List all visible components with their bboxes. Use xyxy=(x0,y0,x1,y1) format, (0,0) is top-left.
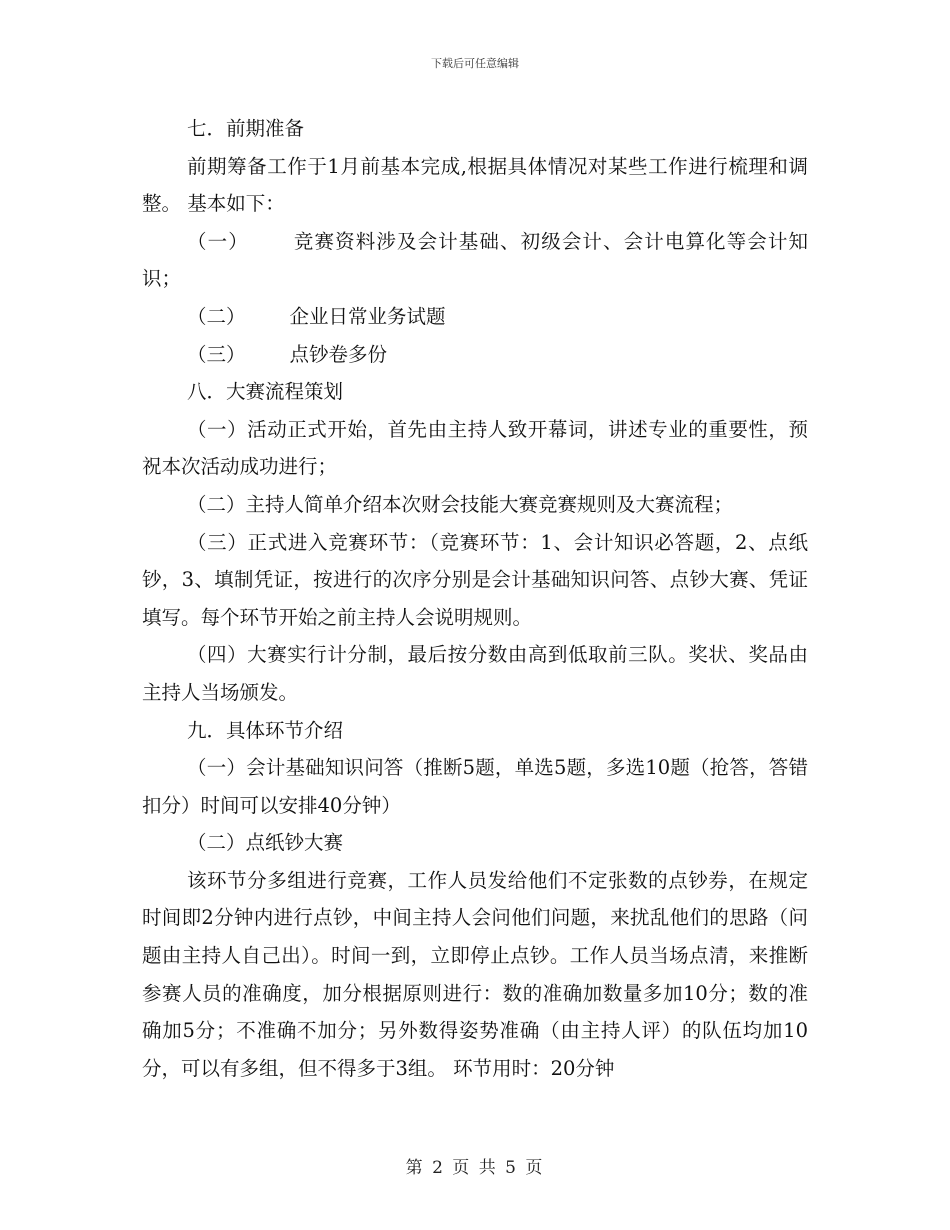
item-text: 竞赛资料涉及会计基础、初级会计、会计电算化等会计知识； xyxy=(142,229,808,291)
document-body xyxy=(142,110,808,1087)
page-footer: 第 2 页 共 5 页 xyxy=(405,1158,545,1178)
paragraph: 前期筹备工作于1月前基本完成,根据具体情况对某些工作进行梳理和调整。 基本如下： xyxy=(142,154,808,216)
list-item xyxy=(142,223,808,298)
item-text: 企业日常业务试题 xyxy=(289,304,446,328)
paragraph: （二）主持人简单介绍本次财会技能大赛竞赛规则及大赛流程； xyxy=(187,492,734,516)
item-text: 点钞卷多份 xyxy=(289,342,388,366)
list-item xyxy=(142,336,808,374)
paragraph: （三）正式进入竞赛环节：（竞赛环节：1、会计知识必答题，2、点纸钞，3、填制凭证，按进行的次序分别是会计基础知识问答、点钞大赛、凭证填写。每个环节开始之前主持人会说明规则。 xyxy=(142,530,808,629)
paragraph: 该环节分多组进行竞赛，工作人员发给他们不定张数的点钞券，在规定时间即2分钟内进行点钞，中间主持人会问他们问题，来扰乱他们的思路（问题由主持人自己出）。时间一到，立即停止点钞。工作人员当场点清，来推断参赛人员的准确度，加分根据原则进行：数的准确加数量多加10分；数的准确加5分；不准确不加分；另外数得姿势准确（由主持人评）的队伍均加10分，可以有多组，但不得多于3组。 环节用时：20分钟 xyxy=(142,868,808,1080)
section-heading-8: 八．大赛流程策划 xyxy=(187,380,344,404)
paragraph: （四）大赛实行计分制，最后按分数由高到低取前三队。奖状、奖品由主持人当场颁发。 xyxy=(142,643,808,704)
item-label: （三） xyxy=(187,342,246,366)
paragraph: （一）活动正式开始，首先由主持人致开幕词，讲述专业的重要性，预祝本次活动成功进行； xyxy=(142,417,808,479)
paragraph: （二）点纸钞大赛 xyxy=(187,831,344,855)
item-label: （二） xyxy=(187,304,246,328)
section-heading-7: 七．前期准备 xyxy=(187,117,305,140)
item-label: （一） xyxy=(187,229,249,253)
paragraph: （一）会计基础知识问答（推断5题，单选5题，多选10题（抢答，答错扣分）时间可以安排40分钟） xyxy=(142,756,808,817)
page-header: 下载后可任意编辑 xyxy=(431,57,519,70)
section-heading-9: 九．具体环节介绍 xyxy=(187,718,344,742)
list-item xyxy=(142,298,808,336)
